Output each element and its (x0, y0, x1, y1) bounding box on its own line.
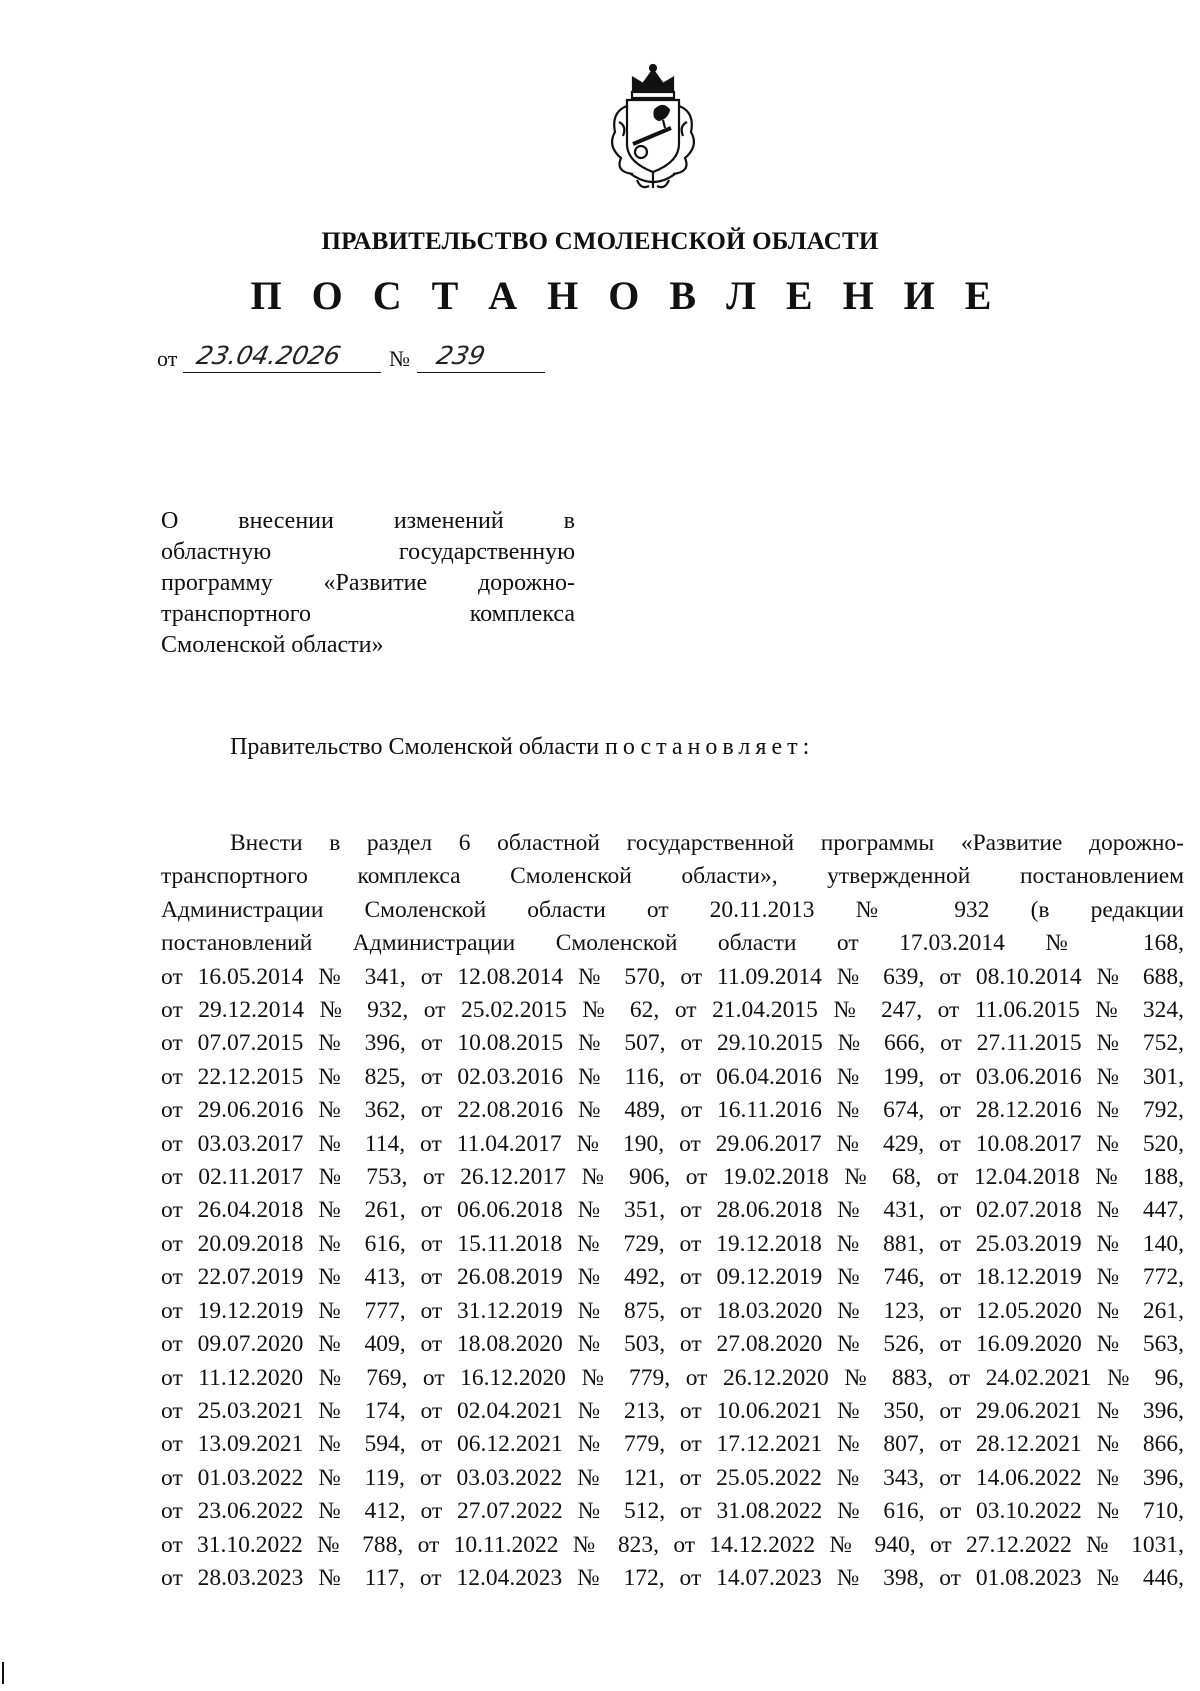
body-line: от 11.12.2020 № 769, от 16.12.2020 № 779, от 26.12.2020 № 883, от 24.02.2021 № 96, (161, 1364, 1184, 1391)
body-line: от 16.05.2014 № 341, от 12.08.2014 № 570, от 11.09.2014 № 639, от 08.10.2014 № 688, (161, 963, 1184, 990)
decision-line (230, 734, 814, 761)
subject-line: областную государственную (161, 539, 575, 565)
body-line: транспортного комплекса Смоленской области», утвержденной постановлением (161, 863, 1184, 890)
subject-line: транспортного комплекса (161, 601, 575, 627)
body-line: от 19.12.2019 № 777, от 31.12.2019 № 875, от 18.03.2020 № 123, от 12.05.2020 № 261, (161, 1297, 1184, 1324)
body-line: Внести в раздел 6 областной государственной программы «Развитие дорожно- (230, 830, 1184, 856)
coat-of-arms-icon (597, 62, 709, 194)
government-title: ПРАВИТЕЛЬСТВО СМОЛЕНСКОЙ ОБЛАСТИ (321, 228, 879, 255)
body-line: Администрации Смоленской области от 20.11.2013 № 932 (в редакции (161, 896, 1184, 923)
date-underline (183, 372, 381, 373)
decision-prefix: Правительство Смоленской области (230, 734, 606, 760)
date-number-line (157, 340, 597, 376)
body-line: от 31.10.2022 № 788, от 10.11.2022 № 823, от 14.12.2022 № 940, от 27.12.2022 № 1031, (161, 1531, 1184, 1558)
body-line: от 29.06.2016 № 362, от 22.08.2016 № 489, от 16.11.2016 № 674, от 28.12.2016 № 792, (161, 1097, 1184, 1124)
number-label: № (389, 346, 410, 371)
body-line: от 20.09.2018 № 616, от 15.11.2018 № 729, от 19.12.2018 № 881, от 25.03.2019 № 140, (161, 1230, 1184, 1257)
handwritten-number: 239 (433, 341, 488, 370)
subject-block (161, 506, 575, 661)
subject-line: Смоленской области» (161, 632, 384, 658)
body-line: от 02.11.2017 № 753, от 26.12.2017 № 906, от 19.02.2018 № 68, от 12.04.2018 № 188, (161, 1164, 1184, 1191)
scan-margin-mark (2, 1662, 4, 1684)
body-line: от 26.04.2018 № 261, от 06.06.2018 № 351, от 28.06.2018 № 431, от 02.07.2018 № 447, (161, 1197, 1184, 1224)
body-line: от 03.03.2017 № 114, от 11.04.2017 № 190, от 29.06.2017 № 429, от 10.08.2017 № 520, (161, 1130, 1184, 1157)
body-line: от 22.07.2019 № 413, от 26.08.2019 № 492, от 09.12.2019 № 746, от 18.12.2019 № 772, (161, 1264, 1184, 1291)
body-paragraph (161, 827, 1184, 1595)
body-line: постановлений Администрации Смоленской области от 17.03.2014 № 168, (161, 930, 1184, 957)
body-line: от 07.07.2015 № 396, от 10.08.2015 № 507, от 29.10.2015 № 666, от 27.11.2015 № 752, (161, 1030, 1184, 1057)
body-line: от 29.12.2014 № 932, от 25.02.2015 № 62, от 21.04.2015 № 247, от 11.06.2015 № 324, (161, 997, 1184, 1024)
decision-verb: постановляет: (605, 734, 815, 760)
body-line: от 09.07.2020 № 409, от 18.08.2020 № 503, от 27.08.2020 № 526, от 16.09.2020 № 563, (161, 1331, 1184, 1358)
body-line: от 22.12.2015 № 825, от 02.03.2016 № 116, от 06.04.2016 № 199, от 03.06.2016 № 301, (161, 1063, 1184, 1090)
number-underline (417, 372, 545, 373)
body-line: от 25.03.2021 № 174, от 02.04.2021 № 213, от 10.06.2021 № 350, от 29.06.2021 № 396, (161, 1397, 1184, 1424)
subject-line: программу «Развитие дорожно- (161, 570, 575, 596)
document-type-title: П О С Т А Н О В Л Е Н И Е (250, 273, 1002, 318)
date-label: от (157, 346, 178, 371)
body-line: от 01.03.2022 № 119, от 03.03.2022 № 121, от 25.05.2022 № 343, от 14.06.2022 № 396, (161, 1464, 1184, 1491)
body-line: от 28.03.2023 № 117, от 12.04.2023 № 172, от 14.07.2023 № 398, от 01.08.2023 № 446, (161, 1564, 1184, 1591)
body-line: от 13.09.2021 № 594, от 06.12.2021 № 779, от 17.12.2021 № 807, от 28.12.2021 № 866, (161, 1431, 1184, 1458)
body-line: от 23.06.2022 № 412, от 27.07.2022 № 512, от 31.08.2022 № 616, от 03.10.2022 № 710, (161, 1498, 1184, 1525)
handwritten-date: 23.04.2026 (193, 341, 344, 370)
subject-line: О внесении изменений в (161, 508, 575, 534)
